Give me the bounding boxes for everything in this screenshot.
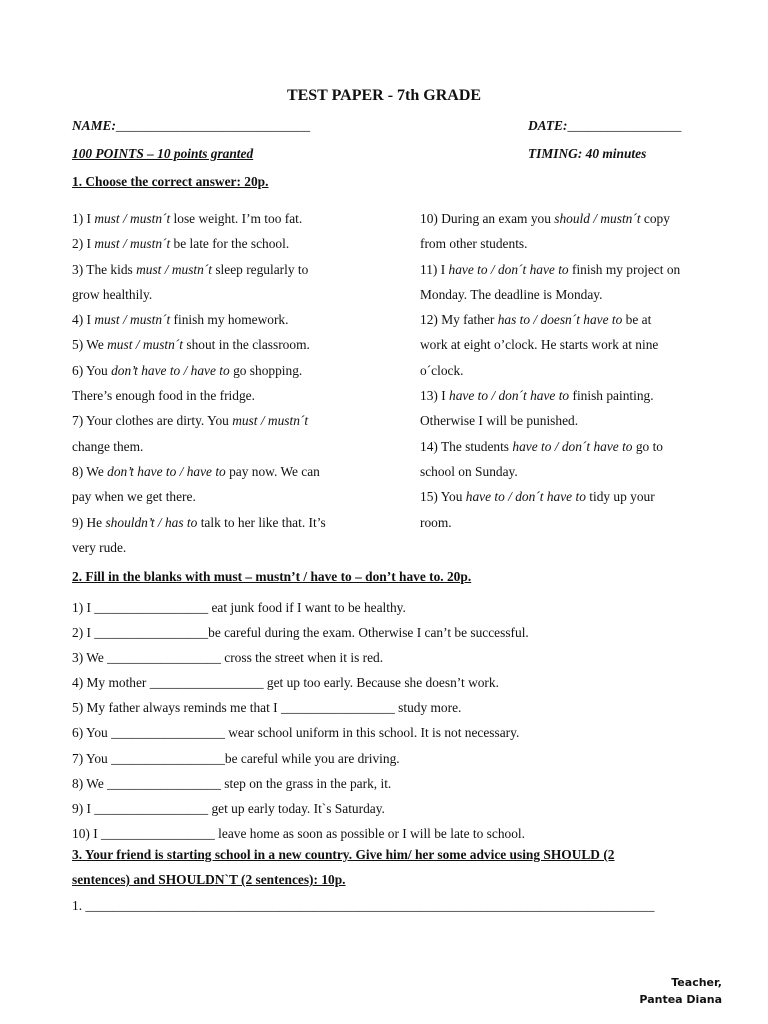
answer-options: have to / don´t have to: [465, 489, 586, 505]
sentence-text: 2) I: [72, 236, 95, 252]
sentence-text: school on Sunday.: [420, 463, 518, 479]
fill-blank-line: 10) I _________________ leave home as soon as possible or I will be late to school.: [72, 825, 525, 841]
fill-blank-line: 4) My mother _________________ get up too early. Because she doesn’t work.: [72, 675, 499, 691]
exercise-line: [420, 484, 680, 509]
exercise-line: [420, 383, 680, 408]
section1-left-column: [72, 206, 326, 560]
sentence-text: 13) I: [420, 388, 450, 404]
answer-options: has to / doesn´t have to: [497, 312, 623, 328]
exercise-line: [420, 257, 680, 282]
sentence-text: be at: [622, 312, 652, 328]
fill-blank-line: 5) My father always reminds me that I _________________ study more.: [72, 700, 462, 716]
sentence-text: 7) Your clothes are dirty. You: [72, 413, 233, 429]
sentence-text: be late for the school.: [170, 236, 290, 252]
exercise-line: [420, 408, 680, 433]
exercise-line: [72, 358, 326, 383]
exercise-line: [72, 510, 326, 535]
section3-answer-line: 1. _____________________________________________________________________________________: [72, 898, 655, 913]
exercise-line: [72, 257, 326, 282]
answer-options: must / mustn´t: [94, 312, 171, 328]
date-blank: _________________: [567, 118, 682, 133]
sentence-text: 4) I: [72, 312, 95, 328]
exercise-line: [72, 459, 326, 484]
sentence-text: There’s enough food in the fridge.: [72, 388, 255, 404]
sentence-text: 14) The students: [420, 438, 513, 454]
sentence-text: finish my homework.: [170, 312, 289, 328]
sentence-text: finish painting.: [569, 388, 654, 404]
exercise-line: [72, 434, 326, 459]
sentence-text: 3) The kids: [72, 261, 137, 277]
exercise-line: [420, 434, 680, 459]
sentence-text: 12) My father: [420, 312, 498, 328]
fill-blank-line: 8) We _________________ step on the grass in the park, it.: [72, 775, 392, 791]
section2-heading: 2. Fill in the blanks with must – mustn’t / have to – don’t have to. 20p.: [72, 569, 472, 584]
sentence-text: grow healthily.: [72, 286, 153, 302]
answer-options: shouldn’t / has to: [105, 514, 198, 530]
sentence-text: work at eight o’clock. He starts work at nine: [420, 337, 659, 353]
exercise-line: [420, 206, 680, 231]
answer-options: must / mustn´t: [94, 236, 171, 252]
fill-blank-line: 7) You _________________be careful while you are driving.: [72, 750, 400, 766]
answer-options: don’t have to / have to: [107, 463, 226, 479]
section1-heading: 1. Choose the correct answer: 20p.: [72, 174, 269, 189]
answer-options: must / mustn´t: [232, 413, 309, 429]
sentence-text: 15) You: [420, 489, 466, 505]
sentence-text: from other students.: [420, 236, 528, 252]
sentence-text: 1) I: [72, 211, 95, 226]
sentence-text: shout in the classroom.: [183, 337, 310, 353]
answer-options: have to / don´t have to: [449, 388, 570, 404]
fill-blank-line: 1) I _________________ eat junk food if I want to be healthy.: [72, 600, 406, 615]
name-label: NAME:: [72, 118, 116, 133]
sentence-text: talk to her like that. It’s: [197, 514, 326, 530]
fill-blank-line: 3) We _________________ cross the street when it is red.: [72, 650, 384, 666]
exercise-line: [72, 484, 326, 509]
exercise-line: [420, 510, 680, 535]
exercise-line: [72, 307, 326, 332]
sentence-text: Otherwise I will be punished.: [420, 413, 579, 429]
exercise-line: [72, 408, 326, 433]
answer-options: have to / don´t have to: [512, 438, 633, 454]
sentence-text: 10) During an exam you: [420, 211, 555, 226]
answer-options: should / mustn´t: [554, 211, 641, 226]
exercise-line: [420, 282, 680, 307]
timing-info: TIMING: 40 minutes: [528, 146, 647, 161]
sentence-text: o´clock.: [420, 362, 464, 378]
name-blank: _____________________________: [115, 118, 311, 133]
fill-blank-line: 9) I _________________ get up early today. It`s Saturday.: [72, 800, 385, 816]
section1-right-column: [420, 206, 680, 535]
sentence-text: go to: [632, 438, 664, 454]
sentence-text: 5) We: [72, 337, 108, 353]
sentence-text: tidy up your: [585, 489, 655, 505]
sentence-text: 8) We: [72, 463, 108, 479]
sentence-text: very rude.: [72, 539, 127, 555]
exercise-line: [72, 231, 326, 256]
exercise-line: [72, 206, 326, 231]
exercise-line: [72, 535, 326, 560]
date-field: [528, 118, 681, 134]
sentence-text: finish my project on: [568, 261, 681, 277]
page-title: TEST PAPER - 7th GRADE: [286, 87, 482, 104]
teacher-name: Pantea Diana: [639, 993, 722, 1006]
sentence-text: sleep regularly to: [212, 261, 309, 277]
sentence-text: Monday. The deadline is Monday.: [420, 286, 603, 302]
sentence-text: room.: [420, 514, 452, 530]
exercise-line: [420, 459, 680, 484]
exercise-line: [420, 231, 680, 256]
sentence-text: pay when we get there.: [72, 489, 196, 505]
exercise-line: [72, 282, 326, 307]
exercise-line: [420, 358, 680, 383]
answer-options: don’t have to / have to: [111, 362, 230, 378]
fill-blank-line: 6) You _________________ wear school uniform in this school. It is not necessary.: [72, 725, 520, 741]
sentence-text: copy: [640, 211, 670, 226]
exercise-line: [72, 383, 326, 408]
sentence-text: 11) I: [420, 261, 449, 277]
section3-heading-line2: sentences) and SHOULDN`T (2 sentences): 10p.: [72, 872, 346, 887]
name-field: [72, 118, 310, 134]
sentence-text: 9) He: [72, 514, 106, 530]
teacher-label: Teacher,: [671, 976, 722, 989]
section2-lines: [72, 595, 529, 846]
fill-blank-line: 2) I _________________be careful during the exam. Otherwise I can’t be successful.: [72, 625, 529, 641]
answer-options: must / mustn´t: [107, 337, 184, 353]
date-label: DATE:: [528, 118, 568, 133]
answer-options: have to / don´t have to: [448, 261, 569, 277]
sentence-text: 6) You: [72, 362, 112, 378]
sentence-text: lose weight. I’m too fat.: [170, 211, 303, 226]
sentence-text: go shopping.: [229, 362, 303, 378]
sentence-text: change them.: [72, 438, 144, 454]
section3-heading-line1: 3. Your friend is starting school in a new country. Give him/ her some advice using SHOULD (2: [72, 847, 615, 862]
exercise-line: [72, 332, 326, 357]
answer-options: must / mustn´t: [136, 261, 212, 277]
answer-options: must / mustn´t: [94, 211, 171, 226]
points-info: 100 POINTS – 10 points granted: [72, 146, 254, 161]
sentence-text: pay now. We can: [225, 463, 320, 479]
exercise-line: [420, 332, 680, 357]
exercise-line: [420, 307, 680, 332]
